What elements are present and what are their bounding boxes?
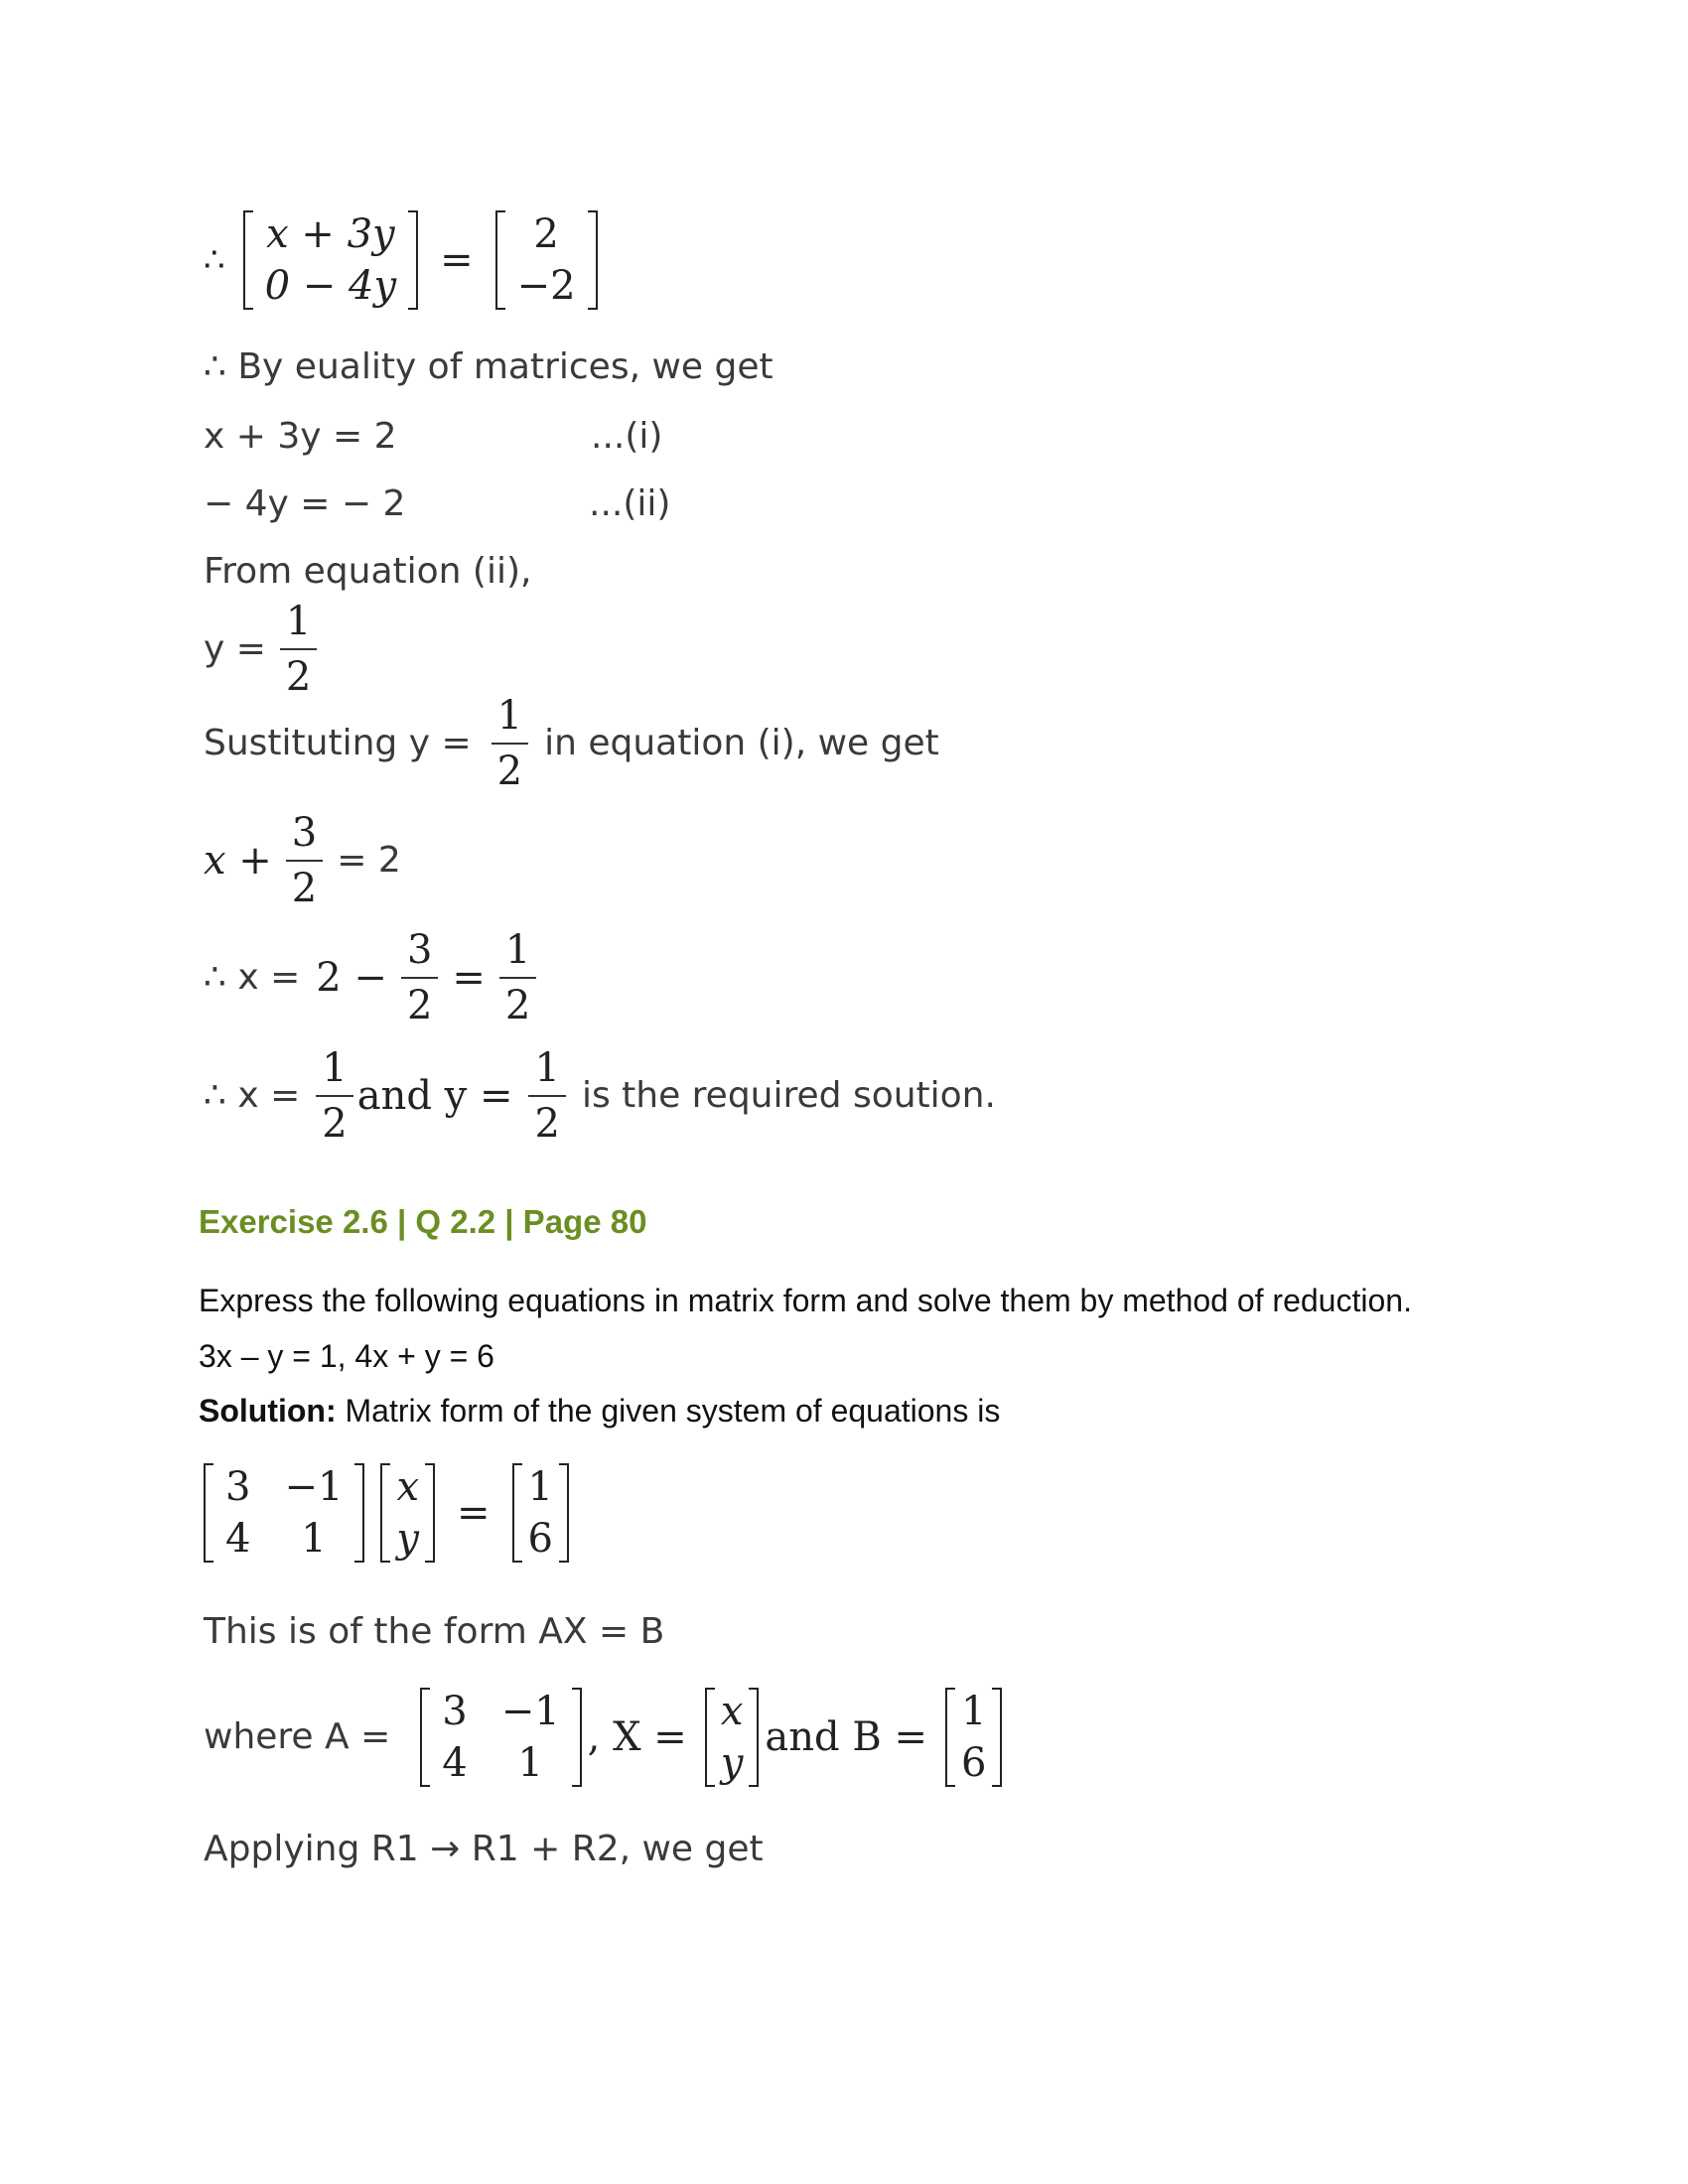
matrix-x-1: x: [396, 1464, 419, 1510]
y-fraction-num: 1: [280, 601, 317, 650]
where-b-2: 6: [960, 1740, 987, 1786]
xplus-fraction-num: 3: [286, 812, 323, 862]
where-a-11: 3: [442, 1689, 468, 1734]
where-matrix-x: [705, 1688, 760, 1787]
x-fraction-2-num: 1: [499, 929, 536, 979]
where-a-21: 4: [442, 1740, 468, 1786]
x-two-minus: 2 −: [316, 955, 387, 1001]
matrix-x: [380, 1463, 435, 1563]
final-fraction-2-num: 1: [528, 1047, 565, 1097]
substituting-suffix: in equation (i), we get: [544, 723, 939, 763]
final-fraction-1-num: 1: [316, 1047, 352, 1097]
matrix-equation-row: [204, 210, 598, 310]
x-plus-fraction: [286, 812, 323, 909]
equation-2-tag: ...(ii): [589, 483, 671, 524]
substituting-row: [204, 695, 939, 792]
equation-2-text: − 4y = − 2: [204, 483, 406, 524]
x-plus-lhs: x +: [204, 838, 272, 884]
x-fraction-2: [499, 929, 536, 1026]
where-x-1: x: [720, 1689, 744, 1734]
matrix-a-21: 4: [225, 1516, 251, 1562]
lhs-matrix: [243, 210, 418, 310]
where-b-1: 1: [960, 1689, 987, 1734]
x-label: ∴ x =: [204, 957, 301, 998]
where-and-b: and B =: [765, 1714, 927, 1760]
where-matrix-a: [420, 1688, 581, 1787]
substituting-fraction: [492, 695, 528, 792]
x-plus-rhs: = 2: [337, 840, 401, 881]
equation-1-tag: ...(i): [591, 416, 663, 457]
matrix-a-12: −1: [284, 1464, 344, 1510]
x-equals: =: [452, 955, 486, 1001]
matrix-b-1: 1: [527, 1464, 553, 1510]
y-value-row: [204, 601, 327, 698]
y-label: y =: [204, 628, 266, 669]
xplus-fraction-den: 2: [291, 866, 318, 911]
from-equation-line: From equation (ii),: [204, 551, 532, 592]
where-a-22: 1: [517, 1740, 543, 1786]
matrix-b: [512, 1463, 569, 1563]
where-x-label: , X =: [587, 1714, 687, 1760]
final-fraction-1-den: 2: [322, 1101, 348, 1147]
equation-1-text: x + 3y = 2: [204, 416, 397, 457]
rhs-row-2: −2: [516, 263, 576, 309]
lhs-row-2: 0 − 4y: [264, 263, 397, 309]
lhs-row-1: x + 3y: [266, 211, 395, 257]
subst-fraction-den: 2: [496, 749, 523, 794]
subst-fraction-num: 1: [492, 695, 528, 745]
applying-line: Applying R1 → R1 + R2, we get: [204, 1829, 764, 1869]
where-label: where A =: [204, 1716, 391, 1757]
x-fraction-2-den: 2: [504, 983, 531, 1028]
x-plus-row: [204, 812, 401, 909]
x-fraction-1-den: 2: [406, 983, 433, 1028]
equation-2: [204, 483, 671, 524]
final-and: and y =: [356, 1073, 513, 1119]
where-a-12: −1: [500, 1689, 560, 1734]
final-suffix: is the required soution.: [581, 1075, 996, 1116]
final-answer-row: [204, 1047, 996, 1145]
where-row: [204, 1688, 1002, 1787]
y-fraction-den: 2: [285, 654, 312, 700]
where-matrix-b: [945, 1688, 1002, 1787]
solution-text: Matrix form of the given system of equations is: [336, 1393, 1001, 1429]
rhs-row-1: 2: [533, 211, 559, 257]
x-fraction-1-num: 3: [401, 929, 438, 979]
final-fraction-1: [316, 1047, 352, 1145]
matrix-form-row: [204, 1463, 569, 1563]
matrix-a-11: 3: [225, 1464, 251, 1510]
matrix-a: [204, 1463, 364, 1563]
x-fraction-1: [401, 929, 438, 1026]
final-fraction-2-den: 2: [534, 1101, 560, 1147]
exercise-heading: Exercise 2.6 | Q 2.2 | Page 80: [199, 1203, 647, 1240]
final-prefix: ∴ x =: [204, 1075, 301, 1116]
matrix-a-22: 1: [301, 1516, 327, 1562]
question-equations: 3x – y = 1, 4x + y = 6: [199, 1338, 494, 1374]
substituting-prefix: Sustituting y =: [204, 723, 472, 763]
matrix-b-2: 6: [527, 1516, 553, 1562]
equality-line: ∴ By euality of matrices, we get: [204, 346, 774, 387]
form-line: This is of the form AX = B: [204, 1611, 665, 1652]
therefore-symbol: ∴: [204, 240, 225, 280]
matrix-x-2: y: [396, 1516, 420, 1562]
final-fraction-2: [528, 1047, 565, 1145]
solution-intro: [199, 1395, 1000, 1427]
solution-label: Solution:: [199, 1393, 337, 1429]
x-value-row: [204, 929, 550, 1026]
equation-1: [204, 416, 663, 457]
y-fraction: [280, 601, 317, 698]
question-text: Express the following equations in matrix form and solve them by method of reduction.: [199, 1283, 1412, 1318]
rhs-matrix: [495, 210, 598, 310]
equals-sign: =: [440, 237, 474, 283]
equals-sign-2: =: [457, 1490, 491, 1536]
where-x-2: y: [720, 1740, 744, 1786]
